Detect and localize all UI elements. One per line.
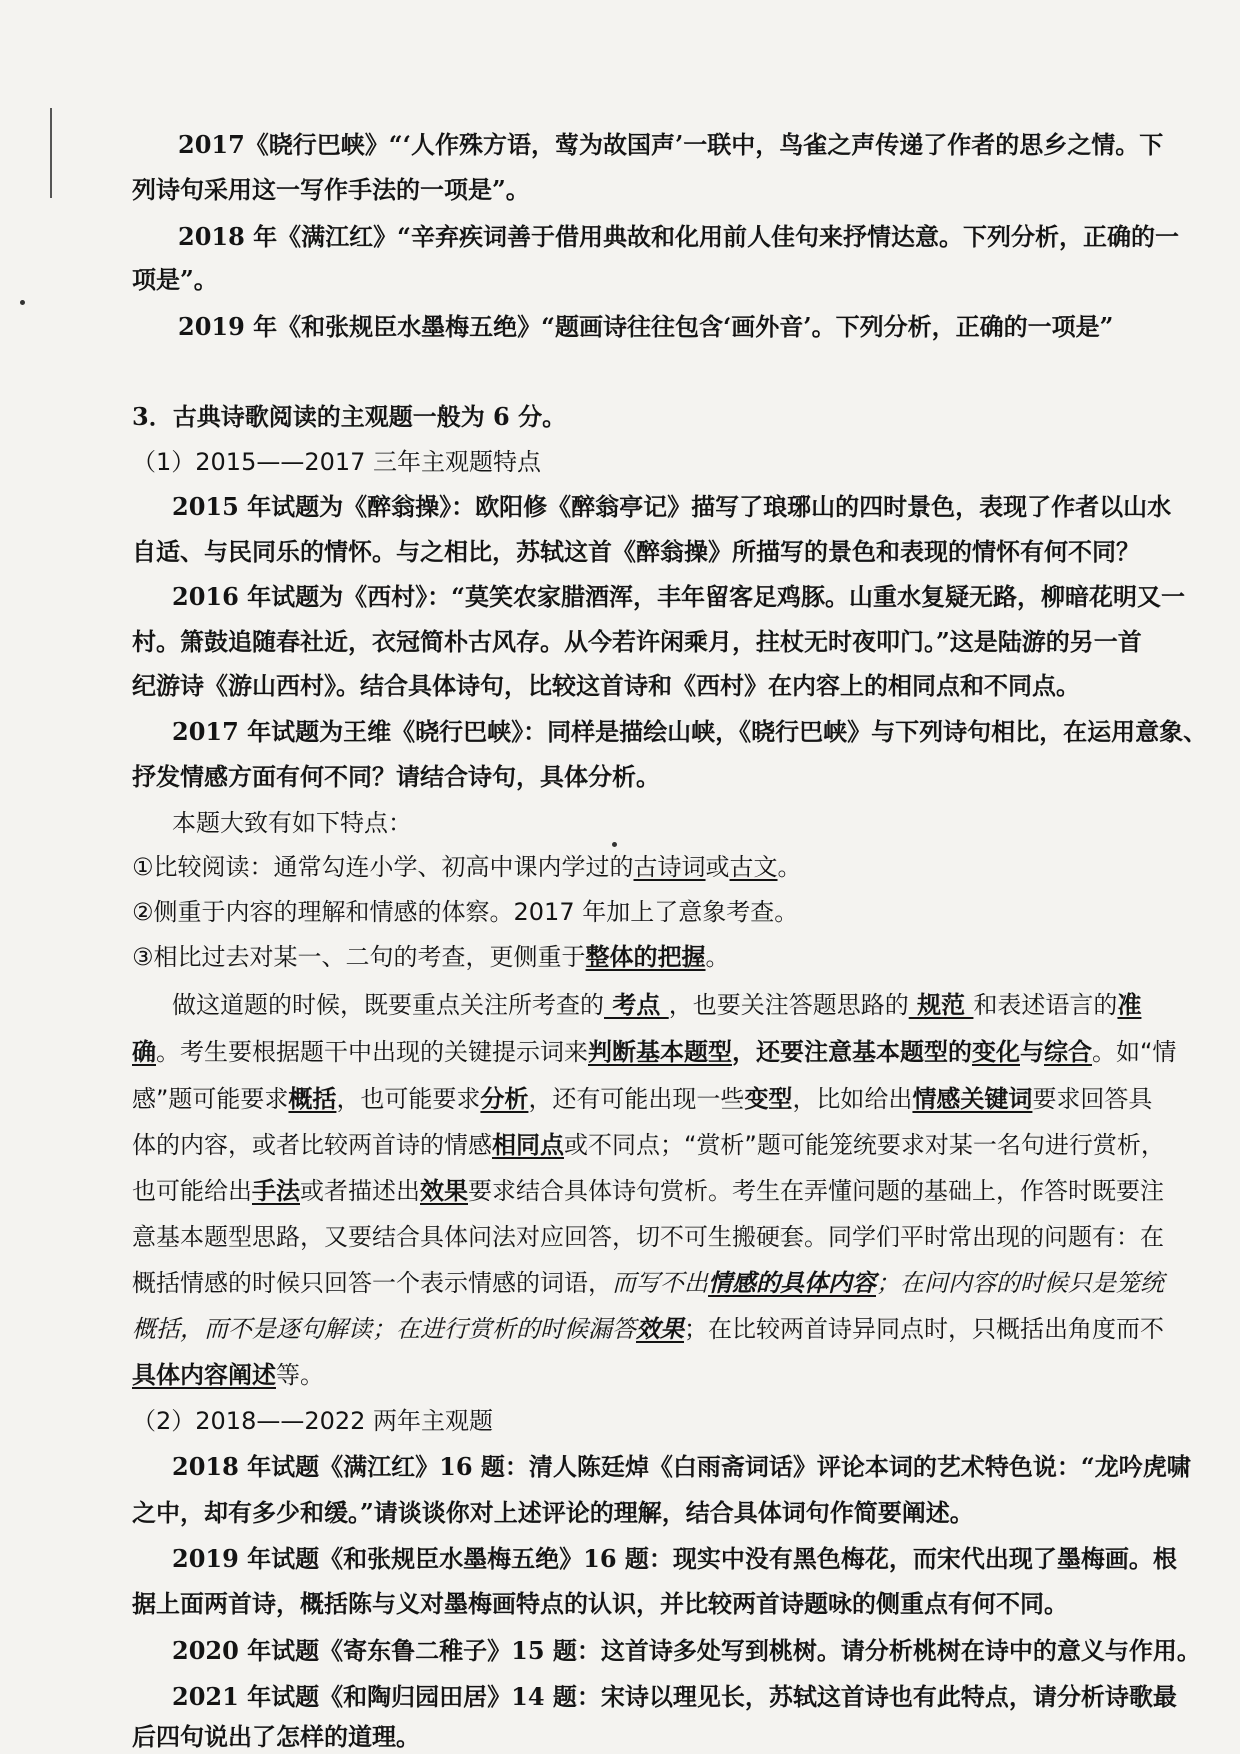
- sub2-heading: （2）2018——2022 两年主观题: [132, 1407, 494, 1435]
- feature-2: ②侧重于内容的理解和情感的体察。2017 年加上了意象考查。: [132, 898, 799, 926]
- q2019-line1: 2019 年试题《和张规臣水墨梅五绝》16 题：现实中没有黑色梅花，而宋代出现了墨梅画。根: [172, 1544, 1177, 1573]
- para-text: 。考生要根据题干中出现的关键提示词来: [156, 1038, 588, 1066]
- para-line-7: [132, 1268, 1164, 1298]
- item-2018: 2018 年《满江红》“辛弃疾词善于借用典故和化用前人佳句来抒情达意。下列分析，正确的一: [178, 222, 1179, 251]
- keyword-combine: 综合: [1044, 1038, 1092, 1066]
- para-line-2: [132, 1037, 1176, 1067]
- q2021-line2: 后四句说出了怎样的道理。: [132, 1722, 420, 1751]
- keyword-exam-point: 考点: [604, 991, 669, 1019]
- keyword-specific-content: 具体内容阐述: [132, 1361, 276, 1389]
- keyword-accurate-2: 确: [132, 1038, 156, 1066]
- feature-1-or: 或: [705, 853, 730, 881]
- keyword-change: 变化: [972, 1038, 1020, 1066]
- para-line-6: 意基本题型思路，又要结合具体问法对应回答，切不可生搬硬套。同学们平时常出现的问题有：在: [132, 1223, 1164, 1251]
- q2015-line2: 自适、与民同乐的情怀。与之相比，苏轼这首《醉翁操》所描写的景色和表现的情怀有何不同？: [132, 537, 1140, 566]
- q2016-line1: 2016 年试题为《西村》：“莫笑农家腊酒浑，丰年留客足鸡豚。山重水复疑无路，柳暗花明又一: [172, 582, 1185, 611]
- q2016-line2: 村。箫鼓追随春社近，衣冠简朴古风存。从今若许闲乘月，拄杖无时夜叩门。”这是陆游的另一首: [132, 627, 1142, 656]
- keyword-effect: 效果: [420, 1177, 468, 1205]
- features-intro: 本题大致有如下特点：: [172, 809, 412, 837]
- para-text: 感”题可能要求: [132, 1085, 289, 1113]
- feature-3-text: ③相比过去对某一、二句的考查，更侧重于: [132, 943, 586, 971]
- item-2019: 2019 年《和张规臣水墨梅五绝》“题画诗往往包含‘画外音’。下列分析，正确的一项是”: [178, 312, 1114, 341]
- q2018-line1: 2018 年试题《满江红》16 题：清人陈廷焯《白雨斋词话》评论本词的艺术特色说：“龙吟虎啸: [172, 1452, 1191, 1481]
- q2016-line3: 纪游诗《游山西村》。结合具体诗句，比较这首诗和《西村》在内容上的相同点和不同点。: [132, 671, 1080, 700]
- para-text: 。如“情: [1092, 1038, 1177, 1066]
- para-line-3: [132, 1084, 1152, 1114]
- para-line-8: [132, 1314, 1164, 1344]
- keyword-accurate-1: 准: [1117, 991, 1142, 1019]
- feature-1: [132, 852, 802, 882]
- para-text: 概括情感的时候只回答一个表示情感的词语，: [132, 1269, 612, 1297]
- keyword-effect-2: 效果: [636, 1315, 684, 1343]
- para-line-1: [172, 990, 1141, 1020]
- feature-3-keyword: 整体的把握: [585, 943, 706, 971]
- q2017-line2: 抒发情感方面有何不同？请结合诗句，具体分析。: [132, 762, 660, 791]
- item-2017: 2017《晓行巴峡》“‘人作殊方语，莺为故国声’一联中，鸟雀之声传递了作者的思乡之情。下: [178, 130, 1164, 159]
- keyword-emotion-content: 情感的具体内容: [708, 1269, 876, 1297]
- scan-speck: [612, 842, 617, 847]
- feature-1-text: ①比较阅读：通常勾连小学、初高中课内学过的: [132, 853, 634, 881]
- item-2018-cont: 项是”。: [132, 265, 218, 294]
- para-text: ，也可能要求: [336, 1085, 481, 1113]
- section3-heading: 3．古典诗歌阅读的主观题一般为 6 分。: [132, 402, 567, 431]
- para-text-bold: ，还要注意基本题型的: [732, 1038, 972, 1066]
- para-text-italic: ；在问内容的时候只是笼统: [876, 1269, 1164, 1297]
- q2018-line2: 之中，却有多少和缓。”请谈谈你对上述评论的理解，结合具体词句作简要阐述。: [132, 1498, 974, 1527]
- feature-3-end: 。: [705, 943, 730, 971]
- feature-1-keyword-poetry: 古诗词: [633, 853, 706, 881]
- q2021-line1: 2021 年试题《和陶归园田居》14 题：宋诗以理见长，苏轼这首诗也有此特点，请分析诗歌最: [172, 1682, 1177, 1711]
- para-text: 和表述语言的: [973, 991, 1118, 1019]
- item-2017-cont: 列诗句采用这一写作手法的一项是”。: [132, 175, 530, 204]
- q2020-line: 2020 年试题《寄东鲁二稚子》15 题：这首诗多处写到桃树。请分析桃树在诗中的意义与作用。: [172, 1636, 1201, 1665]
- keyword-technique: 手法: [252, 1177, 300, 1205]
- keyword-summarize: 概括: [288, 1085, 337, 1113]
- para-text-bold: 与: [1020, 1038, 1044, 1066]
- keyword-variant: 变型: [744, 1085, 793, 1113]
- para-line-4: [132, 1130, 1165, 1160]
- para-text: ，也要关注答题思路的: [668, 991, 909, 1019]
- para-text: ；在比较两首诗异同点时，只概括出角度而不: [684, 1315, 1164, 1343]
- scan-speck: [20, 300, 25, 305]
- keyword-analyze: 分析: [480, 1085, 529, 1113]
- para-text: 或不同点；“赏析”题可能笼统要求对某一名句进行赏析，: [564, 1131, 1165, 1159]
- keyword-judge-type: 判断基本题型: [588, 1038, 732, 1066]
- para-text-italic: 而写不出: [612, 1269, 708, 1297]
- feature-1-end: 。: [777, 853, 802, 881]
- para-text: 等。: [276, 1361, 324, 1389]
- para-text-italic: 概括，而不是逐句解读；在进行赏析的时候漏答: [132, 1315, 636, 1343]
- para-line-9: [132, 1360, 324, 1390]
- para-text: ，还有可能出现一些: [528, 1085, 745, 1113]
- para-text: 要求结合具体诗句赏析。考生在弄懂问题的基础上，作答时既要注: [468, 1177, 1164, 1205]
- feature-3: [132, 942, 730, 972]
- keyword-similarity: 相同点: [492, 1131, 564, 1159]
- para-line-5: [132, 1176, 1164, 1206]
- q2019-line2: 据上面两首诗，概括陈与义对墨梅画特点的认识，并比较两首诗题咏的侧重点有何不同。: [132, 1589, 1068, 1618]
- keyword-norm: 规范: [908, 991, 974, 1019]
- para-text: 要求回答具: [1032, 1085, 1153, 1113]
- feature-1-keyword-prose: 古文: [729, 853, 778, 881]
- para-text: 体的内容，或者比较两首诗的情感: [132, 1131, 492, 1159]
- scan-edge-mark: [50, 108, 52, 198]
- q2017-line1: 2017 年试题为王维《晓行巴峡》：同样是描绘山峡，《晓行巴峡》与下列诗句相比，在运用意象、: [172, 717, 1208, 746]
- para-text: 也可能给出: [132, 1177, 252, 1205]
- para-text: ，比如给出: [792, 1085, 913, 1113]
- q2015-line1: 2015 年试题为《醉翁操》：欧阳修《醉翁亭记》描写了琅琊山的四时景色，表现了作者以山水: [172, 492, 1172, 521]
- para-text: 做这道题的时候，既要重点关注所考查的: [172, 991, 604, 1019]
- para-text: 或者描述出: [300, 1177, 420, 1205]
- sub1-heading: （1）2015——2017 三年主观题特点: [132, 448, 542, 476]
- keyword-emotion-word: 情感关键词: [912, 1085, 1033, 1113]
